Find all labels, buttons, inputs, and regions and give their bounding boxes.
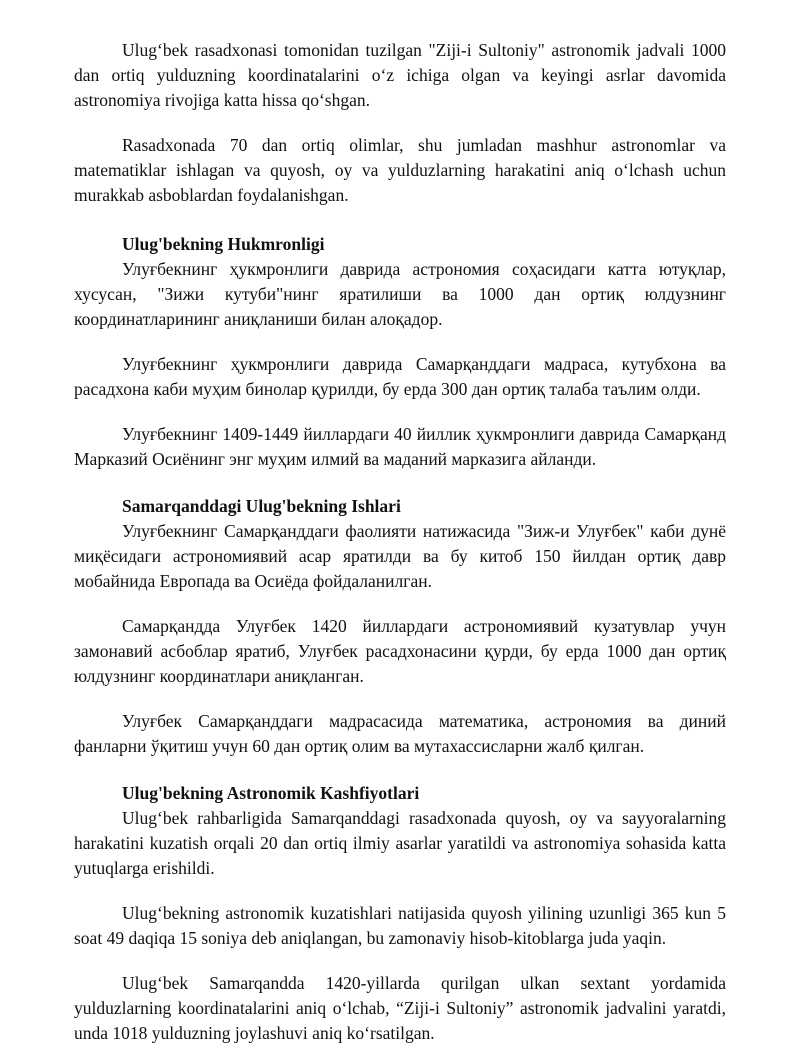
paragraph-intro-1: Ulug‘bek rasadxonasi tomonidan tuzilgan "Ziji-i Sultoniy" astronomik jadvali 1000 dan ortiq yulduzning koordinatalarini o‘z ichiga olgan va keyingi asrlar davomida astronomiya rivojiga katta hissa qo‘shgan. [74,40,726,110]
paragraph-hukmronligi-2: Улуғбекнинг ҳукмронлиги даврида Самарқанддаги мадраса, кутубхона ва расадхона каби муҳим бинолар қурилди, бу ерда 300 дан ортиқ талаба таълим олди. [74,354,726,399]
paragraph-kashfiyotlari-3: Ulug‘bek Samarqandda 1420-yillarda qurilgan ulkan sextant yordamida yulduzlarning koordinatalarini aniq o‘lchab, “Ziji-i Sultoniy” astronomik jadvalini yaratdi, unda 1018 yulduzning joylashuvi aniq ko‘rsatilgan. [74,973,726,1043]
document-page [74,38,726,1046]
paragraph-kashfiyotlari-2: Ulug‘bekning astronomik kuzatishlari natijasida quyosh yilining uzunligi 365 kun 5 soat 49 daqiqa 15 soniya deb aniqlangan, bu zamonaviy hisob-kitoblarga juda yaqin. [74,903,726,948]
paragraph-hukmronligi-1: Улуғбекнинг ҳукмронлиги даврида астрономия соҳасидаги катта ютуқлар, хусусан, "Зижи кутуби"нинг яратилиши ва 1000 дан ортиқ юлдузнинг координатларининг аниқланиши билан алоқадор. [74,259,726,329]
section-heading-ishlari: Samarqanddagi Ulug'bekning Ishlari [122,496,401,516]
section-heading-hukmronligi: Ulug'bekning Hukmronligi [122,234,325,254]
paragraph-ishlari-3: Улуғбек Самарқанддаги мадрасасида математика, астрономия ва диний фанларни ўқитиш учун 60 дан ортиқ олим ва мутахассисларни жалб қилган. [74,711,726,756]
paragraph-ishlari-1: Улуғбекнинг Самарқанддаги фаолияти натижасида "Зиж-и Улуғбек" каби дунё миқёсидаги астрономиявий асар яратилди ва бу китоб 150 йилдан ортиқ давр мобайнида Европада ва Осиёда фойдаланилган. [74,521,726,591]
paragraph-ishlari-2: Самарқандда Улуғбек 1420 йиллардаги астрономиявий кузатувлар учун замонавий асбоблар яратиб, Улуғбек расадхонасини қурди, бу ерда 1000 дан ортиқ юлдузнинг координатлари аниқланган. [74,616,726,686]
paragraph-hukmronligi-3: Улуғбекнинг 1409-1449 йиллардаги 40 йиллик ҳукмронлиги даврида Самарқанд Марказий Осиёнинг энг муҳим илмий ва маданий марказига айланди. [74,424,726,469]
paragraph-intro-2: Rasadxonada 70 dan ortiq olimlar, shu jumladan mashhur astronomlar va matematiklar ishlagan va quyosh, oy va yulduzlarning harakatini aniq o‘lchash uchun murakkab asboblardan foydalanishgan. [74,135,726,205]
section-heading-kashfiyotlari: Ulug'bekning Astronomik Kashfiyotlari [122,783,420,803]
paragraph-kashfiyotlari-1: Ulug‘bek rahbarligida Samarqanddagi rasadxonada quyosh, oy va sayyoralarning harakatini kuzatish orqali 20 dan ortiq ilmiy asarlar yaratildi va astronomiya sohasida katta yutuqlarga erishildi. [74,808,726,878]
